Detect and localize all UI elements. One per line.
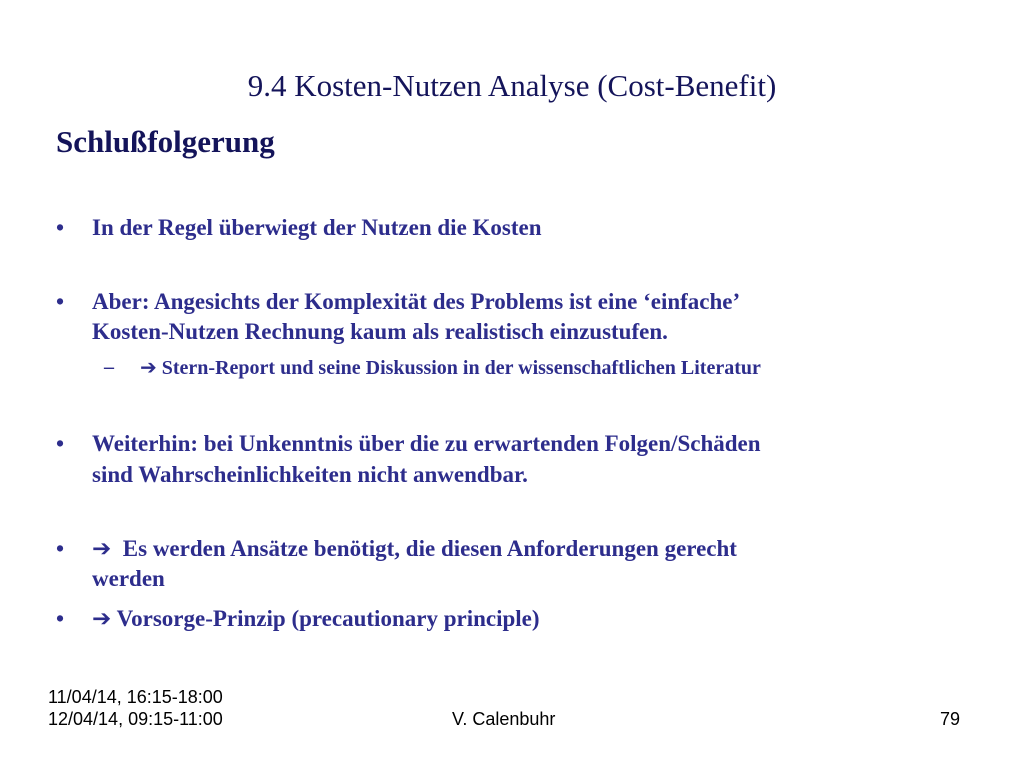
slide-subtitle: Schlußfolgerung xyxy=(56,124,275,159)
bullet-text: Aber: Angesichts der Komplexität des Problems ist eine ‘einfache’ xyxy=(92,289,741,314)
arrow-right-icon: ➔ xyxy=(140,355,157,379)
bullet-line: Stern-Report und seine Diskussion in der wissenschaftlichen Literatur xyxy=(161,357,761,379)
bullet-text: Kosten-Nutzen Rechnung kaum als realistisch einzustufen. xyxy=(92,319,668,344)
arrow-right-icon: ➔ xyxy=(92,606,112,632)
footer-date-line: 11/04/14, 16:15-18:00 xyxy=(48,687,223,707)
bullet-marker: • xyxy=(56,215,65,240)
page-number: 79 xyxy=(940,709,961,729)
bullet-line: Es werden Ansätze benötigt, die diesen Anforderungen gerecht xyxy=(122,536,737,561)
arrow-right-icon: ➔ xyxy=(92,536,112,562)
bullet-text: In der Regel überwiegt der Nutzen die Kosten xyxy=(92,215,542,240)
bullet-text: Weiterhin: bei Unkenntnis über die zu erwartenden Folgen/Schäden xyxy=(92,431,761,456)
dash-marker: – xyxy=(104,356,114,378)
bullet-marker: • xyxy=(56,536,65,561)
bullet-text xyxy=(92,603,540,635)
bullet-text xyxy=(140,353,761,382)
slide-title: 9.4 Kosten-Nutzen Analyse (Cost-Benefit) xyxy=(247,68,777,103)
footer-author: V. Calenbuhr xyxy=(452,709,556,729)
bullet-text xyxy=(92,533,737,565)
bullet-marker: • xyxy=(56,289,65,314)
bullet-text: werden xyxy=(92,566,165,591)
bullet-line: Vorsorge-Prinzip (precautionary principle) xyxy=(116,606,540,631)
footer-date xyxy=(48,686,223,730)
bullet-marker: • xyxy=(56,606,65,631)
bullet-text: sind Wahrscheinlichkeiten nicht anwendbar. xyxy=(92,462,528,487)
bullet-marker: • xyxy=(56,431,65,456)
footer-date-line: 12/04/14, 09:15-11:00 xyxy=(48,709,223,729)
